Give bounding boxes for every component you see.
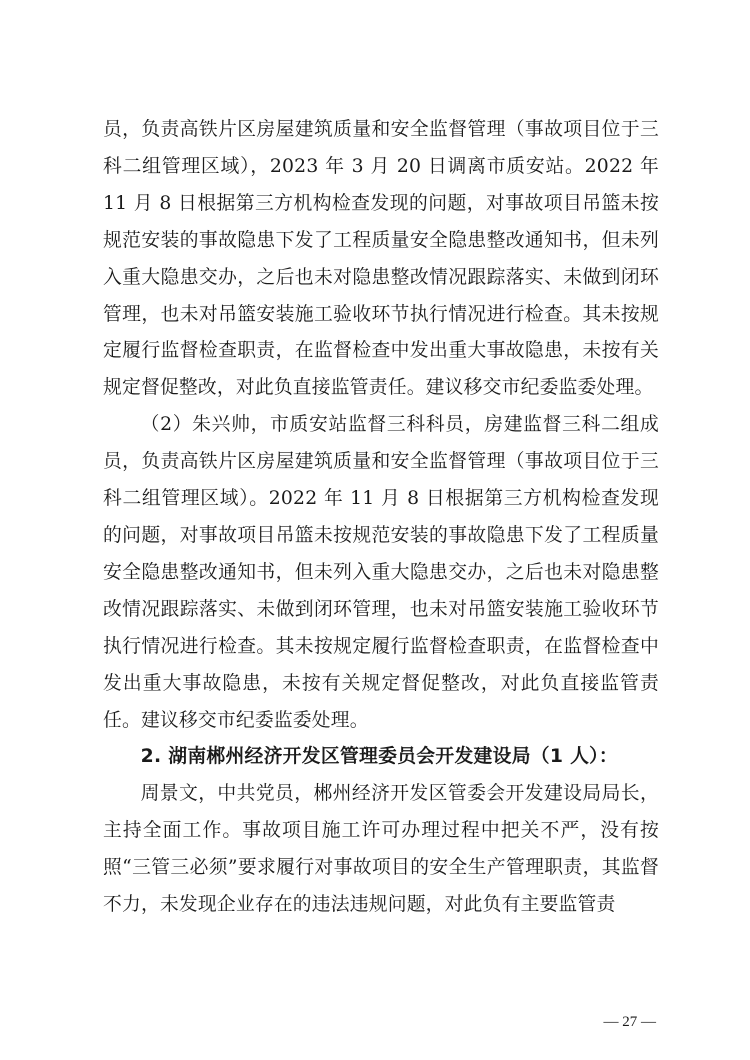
section-heading-development-bureau: 2. 湖南郴州经济开发区管理委员会开发建设局（1 人）： (140, 746, 618, 768)
page-number: — 27 — (603, 1014, 656, 1030)
paragraph-zhou-jingwen: 周景文，中共党员，郴州经济开发区管委会开发建设局局长，主持全面工作。事故项目施工许可办理过程中把关不严，没有按照“三管三必须”要求履行对事故项目的安全生产管理职责，其监督不力，未发现企业存在的违法违规问题，对此负有主要监管责 (103, 783, 659, 916)
paragraph-continued: 员，负责高铁片区房屋建筑质量和安全监督管理（事故项目位于三科二组管理区域），2023 年 3 月 20 日调离市质安站。2022 年 11 月 8 日根据第三方机构检查发现的问题，对事故项目吊篮未按规范安装的事故隐患下发了工程质量安全隐患整改通知书，但未列入重大隐患交办，之后也未对隐患整改情况跟踪落实、未做到闭环管理，也未对吊篮安装施工验收环节执行情况进行检查。其未按规定履行监督检查职责，在监督检查中发出重大事故隐患，未按有关规定督促整改，对此负直接监管责任。建议移交市纪委监委处理。 (103, 119, 659, 399)
document-body (103, 112, 659, 924)
paragraph-zhu-xingshuai: （2）朱兴帅，市质安站监督三科科员，房建监督三科二组成员，负责高铁片区房屋建筑质量和安全监督管理（事故项目位于三科二组管理区域）。2022 年 11 月 8 日根据第三方机构检查发现的问题，对事故项目吊篮未按规范安装的事故隐患下发了工程质量安全隐患整改通知书，但未列入重大隐患交办，之后也未对隐患整改情况跟踪落实、未做到闭环管理，也未对吊篮安装施工验收环节执行情况进行检查。其未按规定履行监督检查职责，在监督检查中发出重大事故隐患，未按有关规定督促整改，对此负直接监管责任。建议移交市纪委监委处理。 (103, 414, 659, 731)
